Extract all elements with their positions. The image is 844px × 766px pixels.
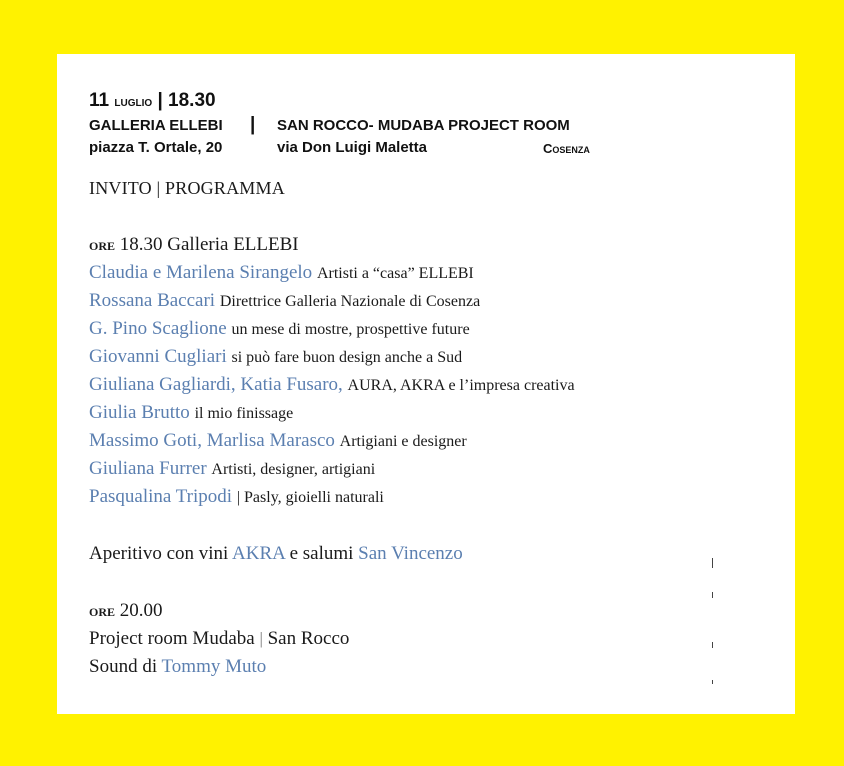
address-san-rocco: via Don Luigi Maletta [277,139,428,156]
speaker-desc: un mese di mostre, prospettive future [231,321,470,338]
sound-artist: Tommy Muto [161,656,267,677]
speaker-item [89,318,470,340]
venue-san-rocco: SAN ROCCO- MUDABA PROJECT ROOM [277,117,570,134]
speaker-name: Pasqualina Tripodi [89,486,233,507]
sound-label: Sound di [89,656,158,677]
speaker-name: Giovanni Cugliari [89,346,227,367]
speaker-name: Claudia e Marilena Sirangelo [89,262,313,283]
speaker-desc: | Pasly, gioielli naturali [236,489,384,506]
date-separator: | [157,90,163,111]
event-time: 18.30 [168,90,216,111]
place-separator: | [259,629,263,648]
speaker-item [89,374,575,396]
speaker-desc: Direttrice Galleria Nazionale di Cosenza [219,293,481,310]
event-date [89,90,216,112]
speaker-desc: Artisti a “casa” ELLEBI [316,265,474,282]
session2-time: 20.00 [119,600,163,621]
speaker-item [89,290,480,312]
program-heading: INVITO | PROGRAMMA [89,178,285,198]
speaker-name: Giulia Brutto [89,402,190,423]
speaker-name: G. Pino Scaglione [89,318,227,339]
speaker-desc: Artisti, designer, artigiani [211,461,376,478]
aperitivo-line [89,543,463,565]
speaker-item [89,486,384,508]
speaker-item [89,430,467,452]
speaker-name: Giuliana Gagliardi, Katia Fusaro, [89,374,343,395]
date-day: 11 [89,90,110,111]
salumi-brand: San Vincenzo [358,543,463,564]
speaker-desc: Artigiani e designer [339,433,467,450]
speaker-desc: si può fare buon design anche a Sud [231,349,463,366]
speaker-desc: il mio finissage [194,405,294,422]
venue-separator: | [250,114,256,135]
speaker-item [89,458,375,480]
address-galleria: piazza T. Ortale, 20 [89,139,223,156]
speaker-item [89,402,293,424]
city: Cosenza [543,141,590,156]
session2-header [89,600,163,622]
sound-line [89,656,266,678]
san-rocco: San Rocco [267,628,350,649]
decorative-marks [712,554,724,714]
aperitivo-text-2: e salumi [289,543,354,564]
session1-time: 18.30 [119,234,163,255]
session1-place: Galleria ELLEBI [167,234,299,255]
date-month: luglio [114,93,153,109]
venue-galleria: GALLERIA ELLEBI [89,117,223,134]
session2-ore: ore [89,601,116,620]
speaker-item [89,262,474,284]
project-room: Project room Mudaba [89,628,255,649]
speaker-name: Rossana Baccari [89,290,216,311]
session1-header [89,234,299,256]
speaker-name: Massimo Goti, Marlisa Marasco [89,430,335,451]
invitation-card [57,54,795,714]
speaker-name: Giuliana Furrer [89,458,207,479]
aperitivo-text: Aperitivo con vini [89,543,229,564]
session1-ore: ore [89,235,116,254]
speaker-item [89,346,462,368]
session2-place [89,628,349,650]
wine-brand: AKRA [232,543,285,564]
speaker-desc: AURA, AKRA e l’impresa creativa [347,377,575,394]
